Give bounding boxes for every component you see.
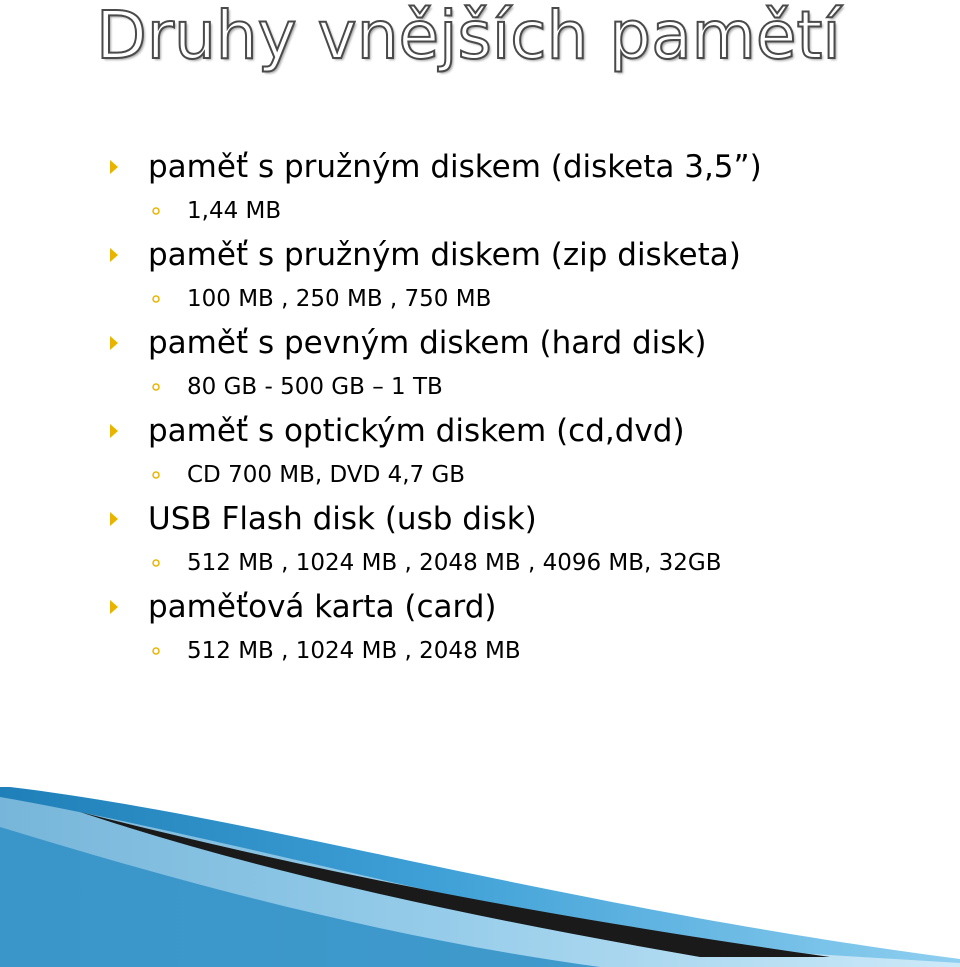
triangle-right-icon	[107, 236, 121, 274]
list-subitem-text: 1,44 MB	[187, 198, 282, 224]
list-item-text: paměťová karta (card)	[148, 589, 497, 625]
triangle-right-icon	[107, 412, 121, 450]
hollow-circle-icon	[149, 196, 163, 226]
list-subitem-text: 80 GB - 500 GB – 1 TB	[187, 374, 443, 400]
list-item-text: paměť s pružným diskem (zip disketa)	[148, 237, 741, 273]
hollow-circle-icon	[149, 372, 163, 402]
hollow-circle-icon	[149, 636, 163, 666]
list-item-text: paměť s optickým diskem (cd,dvd)	[148, 413, 685, 449]
list-item-text: paměť s pevným diskem (hard disk)	[148, 325, 707, 361]
triangle-right-icon	[107, 500, 121, 538]
list-subitem-text: 100 MB , 250 MB , 750 MB	[187, 286, 492, 312]
triangle-right-icon	[107, 148, 121, 186]
list-subitem-text: 512 MB , 1024 MB , 2048 MB , 4096 MB, 32GB	[187, 550, 722, 576]
list-item-text: USB Flash disk (usb disk)	[148, 501, 537, 537]
list-subitem-text: CD 700 MB, DVD 4,7 GB	[187, 462, 466, 488]
hollow-circle-icon	[149, 284, 163, 314]
list-item-text: paměť s pružným diskem (disketa 3,5”)	[148, 149, 762, 185]
triangle-right-icon	[107, 324, 121, 362]
decorative-swoosh	[0, 787, 960, 967]
triangle-right-icon	[107, 588, 121, 626]
hollow-circle-icon	[149, 460, 163, 490]
slide-title: Druhy vnějších pamětí	[96, 0, 841, 74]
list-subitem-text: 512 MB , 1024 MB , 2048 MB	[187, 638, 521, 664]
hollow-circle-icon	[149, 548, 163, 578]
